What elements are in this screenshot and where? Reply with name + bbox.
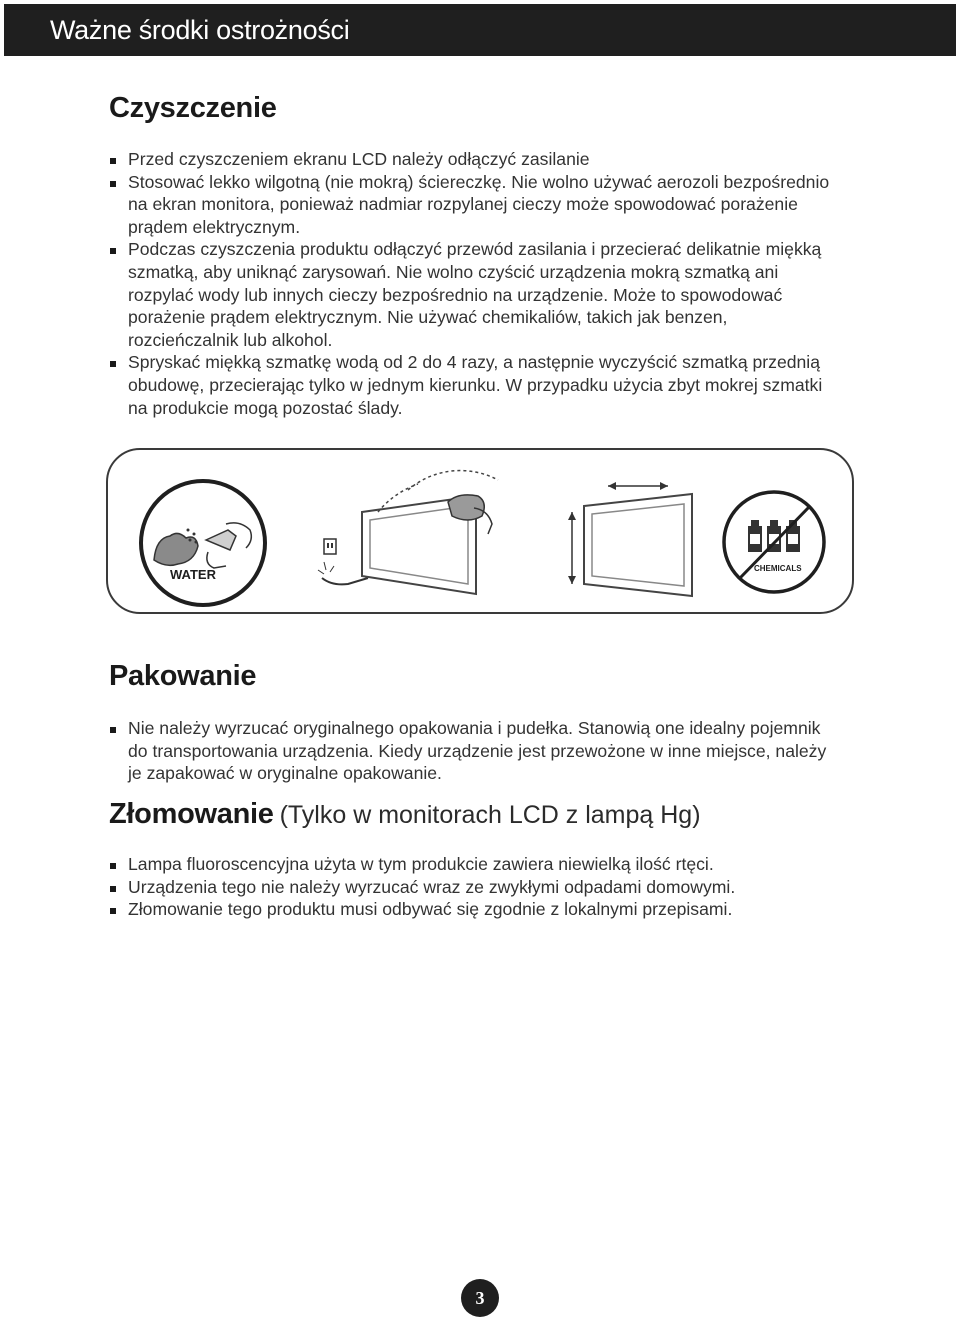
bullet-icon [110, 158, 116, 164]
no-chemicals-icon [724, 492, 824, 592]
list-item [110, 717, 840, 785]
bullet-icon [110, 886, 116, 892]
water-spray-icon [141, 481, 265, 605]
list-item [110, 171, 840, 239]
list-item-text: Złomowanie tego produktu musi odbywać się zgodnie z lokalnymi przepisami. [128, 899, 733, 920]
bullet-icon [110, 727, 116, 733]
packing-list [110, 717, 840, 785]
list-item [110, 351, 840, 419]
bullet-icon [110, 361, 116, 367]
cleaning-illustration-graphic [108, 450, 856, 616]
header-bar [4, 4, 956, 56]
list-item-text: Lampa fluoroscencyjna użyta w tym produkcie zawiera niewielką ilość rtęci. [128, 854, 714, 874]
list-item-text: Stosować lekko wilgotną (nie mokrą) ściereczkę. Nie wolno używać aerozoli bezpośrednio na ekran monitora, ponieważ nadmiar rozpylanej cieczy może spowodować porażenie prądem elektrycznym. [128, 171, 830, 237]
cleaning-list [110, 148, 840, 419]
list-item [110, 853, 840, 876]
chemicals-label: CHEMICALS [754, 564, 802, 573]
list-item-text: Podczas czyszczenia produktu odłączyć przewód zasilania i przecierać delikatnie miękką szmatką, aby uniknąć zarysowań. Nie wolno czyścić urządzenia mokrą szmatką ani rozpylać wody lub innych cieczy bezpośrednio na urządzenie. Może to spowodować porażenie prądem elektrycznym. Nie używać chemikaliów, takich jak benzen, rozcieńczalnik lub alkohol. [128, 239, 822, 350]
cleaning-illustration [106, 448, 854, 614]
monitor-wipe-icon [362, 471, 498, 594]
bullet-icon [110, 181, 116, 187]
list-item [110, 238, 840, 351]
page-number: 3 [461, 1279, 499, 1317]
list-item-text: Urządzenia tego nie należy wyrzucać wraz ze zwykłymi odpadami domowymi. [128, 876, 736, 897]
bullet-icon [110, 248, 116, 254]
disposal-heading-title: Złomowanie [109, 798, 274, 830]
cleaning-heading: Czyszczenie [109, 92, 277, 124]
water-label: WATER [170, 567, 216, 582]
disposal-heading [109, 798, 701, 831]
page-title: Ważne środki ostrożności [50, 15, 350, 45]
bullet-icon [110, 908, 116, 914]
unplug-icon [318, 539, 368, 584]
packing-heading: Pakowanie [109, 660, 257, 692]
monitor-direction-icon [568, 482, 692, 596]
list-item [110, 876, 840, 899]
disposal-list [110, 853, 840, 921]
bullet-icon [110, 863, 116, 869]
list-item-text: Przed czyszczeniem ekranu LCD należy odłączyć zasilanie [128, 149, 590, 169]
list-item [110, 148, 840, 171]
list-item-text: Nie należy wyrzucać oryginalnego opakowania i pudełka. Stanowią one idealny pojemnik do transportowania urządzenia. Kiedy urządzenie jest przewożone w inne miejsce, należy je zapakować w oryginalne opakowanie. [128, 718, 827, 784]
list-item-text: Spryskać miękką szmatkę wodą od 2 do 4 razy, a następnie wyczyścić szmatką przednią obudowę, przecierając tylko w jednym kierunku. W przypadku użycia zbyt mokrej szmatki na produkcie mogą pozostać ślady. [128, 352, 823, 418]
disposal-heading-suffix: (Tylko w monitorach LCD z lampą Hg) [279, 801, 701, 829]
list-item [110, 898, 840, 921]
